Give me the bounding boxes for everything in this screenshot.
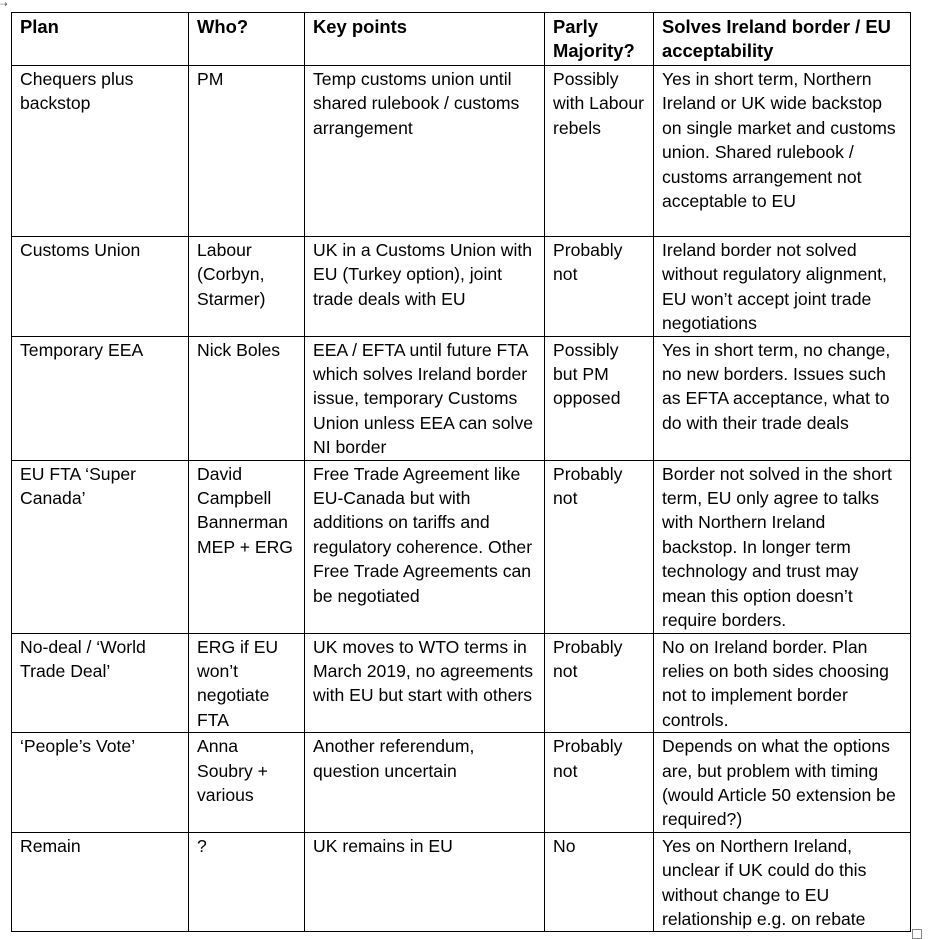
header-plan: Plan [12, 13, 189, 66]
cell-ireland-border[interactable]: Yes on Northern Ireland, unclear if UK could do this without change to EU relationship e.g. on rebate [654, 832, 911, 932]
cell-plan[interactable]: Customs Union [12, 237, 189, 337]
brexit-options-table [11, 12, 911, 932]
header-who: Who? [189, 13, 305, 66]
cell-parly-majority[interactable]: Probably not [545, 633, 654, 733]
cell-who[interactable]: Labour (Corbyn, Starmer) [189, 237, 305, 337]
cell-plan[interactable]: Remain [12, 832, 189, 932]
cell-who[interactable]: Anna Soubry + various [189, 733, 305, 833]
cell-who[interactable]: PM [189, 66, 305, 237]
cell-plan[interactable]: EU FTA ‘Super Canada’ [12, 460, 189, 633]
cell-ireland-border[interactable]: Border not solved in the short term, EU only agree to talks with Northern Ireland backstop. In longer term technology and trust may mean this option doesn’t require borders. [654, 460, 911, 633]
cell-key-points[interactable]: EEA / EFTA until future FTA which solves Ireland border issue, temporary Customs Union unless EEA can solve NI border [305, 336, 545, 460]
cell-key-points[interactable]: Free Trade Agreement like EU-Canada but with additions on tariffs and regulatory coherence. Other Free Trade Agreements can be negotiated [305, 460, 545, 633]
header-key-points: Key points [305, 13, 545, 66]
cell-who[interactable]: ERG if EU won’t negotiate FTA [189, 633, 305, 733]
cell-key-points[interactable]: UK remains in EU [305, 832, 545, 932]
cell-parly-majority[interactable]: Probably not [545, 460, 654, 633]
cell-key-points[interactable]: Another referendum, question uncertain [305, 733, 545, 833]
cell-key-points[interactable]: UK moves to WTO terms in March 2019, no agreements with EU but start with others [305, 633, 545, 733]
cell-plan[interactable]: No-deal / ‘World Trade Deal’ [12, 633, 189, 733]
table-row [12, 460, 911, 633]
cell-parly-majority[interactable]: Possibly but PM opposed [545, 336, 654, 460]
cell-ireland-border[interactable]: Yes in short term, no change, no new borders. Issues such as EFTA acceptance, what to do with their trade deals [654, 336, 911, 460]
cell-who[interactable]: ? [189, 832, 305, 932]
table-row [12, 733, 911, 833]
cell-key-points[interactable]: Temp customs union until shared rulebook / customs arrangement [305, 66, 545, 237]
cell-parly-majority[interactable]: Possibly with Labour rebels [545, 66, 654, 237]
table-resize-handle[interactable] [912, 929, 922, 939]
cell-who[interactable]: David Campbell Bannerman MEP + ERG [189, 460, 305, 633]
table-row [12, 336, 911, 460]
cell-parly-majority[interactable]: Probably not [545, 237, 654, 337]
anchor-mark: ⇢ [0, 0, 8, 9]
table-row [12, 832, 911, 932]
header-parly-majority: Parly Majority? [545, 13, 654, 66]
cell-ireland-border[interactable]: No on Ireland border. Plan relies on both sides choosing not to implement border controls. [654, 633, 911, 733]
header-ireland-border: Solves Ireland border / EU acceptability [654, 13, 911, 66]
cell-plan[interactable]: Temporary EEA [12, 336, 189, 460]
cell-key-points[interactable]: UK in a Customs Union with EU (Turkey option), joint trade deals with EU [305, 237, 545, 337]
table-header-row [12, 13, 911, 66]
cell-parly-majority[interactable]: Probably not [545, 733, 654, 833]
table-row [12, 66, 911, 237]
cell-ireland-border[interactable]: Ireland border not solved without regulatory alignment, EU won’t accept joint trade negotiations [654, 237, 911, 337]
cell-ireland-border[interactable]: Yes in short term, Northern Ireland or UK wide backstop on single market and customs union. Shared rulebook / customs arrangement not acceptable to EU [654, 66, 911, 237]
cell-plan[interactable]: ‘People’s Vote’ [12, 733, 189, 833]
cell-plan[interactable]: Chequers plus backstop [12, 66, 189, 237]
table-row [12, 633, 911, 733]
cell-parly-majority[interactable]: No [545, 832, 654, 932]
table-row [12, 237, 911, 337]
cell-who[interactable]: Nick Boles [189, 336, 305, 460]
cell-ireland-border[interactable]: Depends on what the options are, but problem with timing (would Article 50 extension be required?) [654, 733, 911, 833]
